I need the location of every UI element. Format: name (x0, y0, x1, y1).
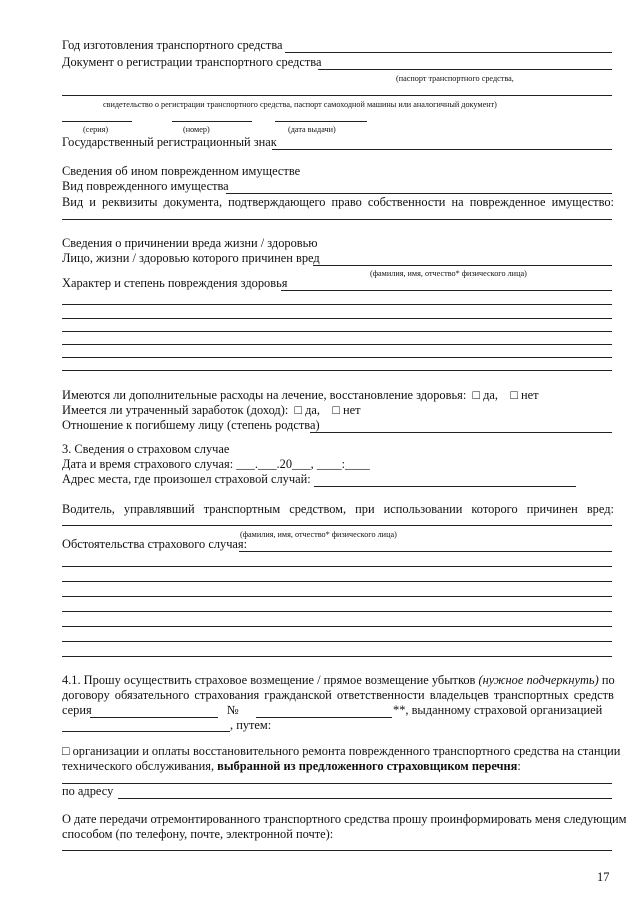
insurer-field[interactable] (62, 731, 230, 732)
incident-datetime: Дата и время страхового случая: ___.___.20___, ____:____ (62, 457, 370, 471)
earnings-yes-checkbox[interactable]: □ да, (294, 403, 320, 417)
series-note: (серия) (83, 125, 109, 134)
property-type-label: Вид поврежденного имущества (62, 179, 229, 193)
expenses-no-checkbox[interactable]: □ нет (510, 388, 539, 402)
reg-doc-field-2[interactable] (62, 95, 612, 96)
circumstances-line-5[interactable] (62, 611, 612, 612)
station-address-label: по адресу (62, 784, 114, 798)
damage-line-6[interactable] (62, 357, 612, 358)
year-label: Год изготовления транспортного средства (62, 38, 283, 52)
incident-address-field[interactable] (314, 486, 576, 487)
damage-line-4[interactable] (62, 331, 612, 332)
damage-label: Характер и степень повреждения здоровья (62, 276, 288, 290)
circumstances-field[interactable] (239, 551, 612, 552)
health-heading: Сведения о причинении вреда жизни / здоровью (62, 236, 318, 250)
year-field[interactable] (285, 52, 612, 53)
cert-note: свидетельство о регистрации транспортного средства, паспорт самоходной машины или аналогичный документ) (103, 100, 497, 109)
property-doc-label: Вид и реквизиты документа, подтверждающего право собственности на поврежденное имущество: (62, 195, 614, 209)
date-note: (дата выдачи) (288, 125, 336, 134)
by-means-text: , путем: (230, 718, 272, 732)
damage-field[interactable] (281, 290, 612, 291)
property-type-field[interactable] (226, 193, 612, 194)
circumstances-line-6[interactable] (62, 626, 612, 627)
notify-line1: О дате передачи отремонтированного транспортного средства прошу проинформировать меня следующим (62, 812, 627, 826)
incident-address-label: Адрес места, где произошел страховой случай: (62, 472, 311, 486)
earnings-question: Имеется ли утраченный заработок (доход): □ да, □ нет (62, 403, 361, 417)
station-address-field[interactable] (118, 798, 612, 799)
policy-series-label: серия (62, 703, 92, 717)
policy-number-label: № (227, 703, 239, 717)
damage-line-5[interactable] (62, 344, 612, 345)
driver-name-note: (фамилия, имя, отчество* физического лица) (240, 530, 397, 539)
notify-field[interactable] (62, 850, 612, 851)
number-field[interactable] (172, 121, 252, 122)
page-number: 17 (597, 870, 610, 884)
reg-doc-field[interactable] (318, 69, 612, 70)
driver-field[interactable] (62, 525, 612, 526)
repair-option-line2: технического обслуживания, выбранной из предложенного страховщиком перечня: (62, 759, 521, 773)
expenses-question: Имеются ли дополнительные расходы на лечение, восстановление здоровья: □ да, □ нет (62, 388, 539, 402)
circumstances-line-3[interactable] (62, 581, 612, 582)
policy-number-field[interactable] (256, 717, 392, 718)
victim-name-note: (фамилия, имя, отчество* физического лица) (370, 269, 527, 278)
issue-date-field[interactable] (275, 121, 367, 122)
driver-label: Водитель, управлявший транспортным средством, при использовании которого причинен вред: (62, 502, 614, 516)
circumstances-label: Обстоятельства страхового случая: (62, 537, 248, 551)
damage-line-2[interactable] (62, 304, 612, 305)
station-field[interactable] (62, 783, 612, 784)
notify-line2: способом (по телефону, почте, электронной почте): (62, 827, 334, 841)
circumstances-line-2[interactable] (62, 566, 612, 567)
request-p1: 4.1. Прошу осуществить страховое возмещение / прямое возмещение убытков (нужное подчеркнуть) по (62, 673, 615, 687)
damage-line-7[interactable] (62, 370, 612, 371)
issued-text: **, выданному страховой организацией (393, 703, 603, 717)
damage-line-3[interactable] (62, 318, 612, 319)
plate-field[interactable] (272, 149, 612, 150)
relation-field[interactable] (310, 432, 612, 433)
repair-option-checkbox[interactable]: □ организации и оплаты восстановительного ремонта поврежденного транспортного средства на станции (62, 744, 621, 758)
incident-datetime-field[interactable]: ___.___.20___, ____:____ (236, 457, 370, 471)
number-note: (номер) (183, 125, 210, 134)
earnings-no-checkbox[interactable]: □ нет (332, 403, 361, 417)
victim-field[interactable] (313, 265, 612, 266)
circumstances-line-4[interactable] (62, 596, 612, 597)
property-heading: Сведения об ином поврежденном имуществе (62, 164, 301, 178)
plate-label: Государственный регистрационный знак (62, 135, 277, 149)
policy-series-field[interactable] (90, 717, 218, 718)
reg-doc-label: Документ о регистрации транспортного средства (62, 55, 322, 69)
circumstances-line-8[interactable] (62, 656, 612, 657)
property-doc-field[interactable] (62, 219, 612, 220)
request-p2: договору обязательного страхования гражданской ответственности владельцев транспортных средств (62, 688, 614, 702)
relation-label: Отношение к погибшему лицу (степень родства) (62, 418, 320, 432)
series-field[interactable] (62, 121, 132, 122)
victim-label: Лицо, жизни / здоровью которого причинен вред (62, 251, 320, 265)
expenses-yes-checkbox[interactable]: □ да, (472, 388, 498, 402)
circumstances-line-7[interactable] (62, 641, 612, 642)
incident-heading: 3. Сведения о страховом случае (62, 442, 230, 456)
passport-note: (паспорт транспортного средства, (396, 74, 514, 83)
